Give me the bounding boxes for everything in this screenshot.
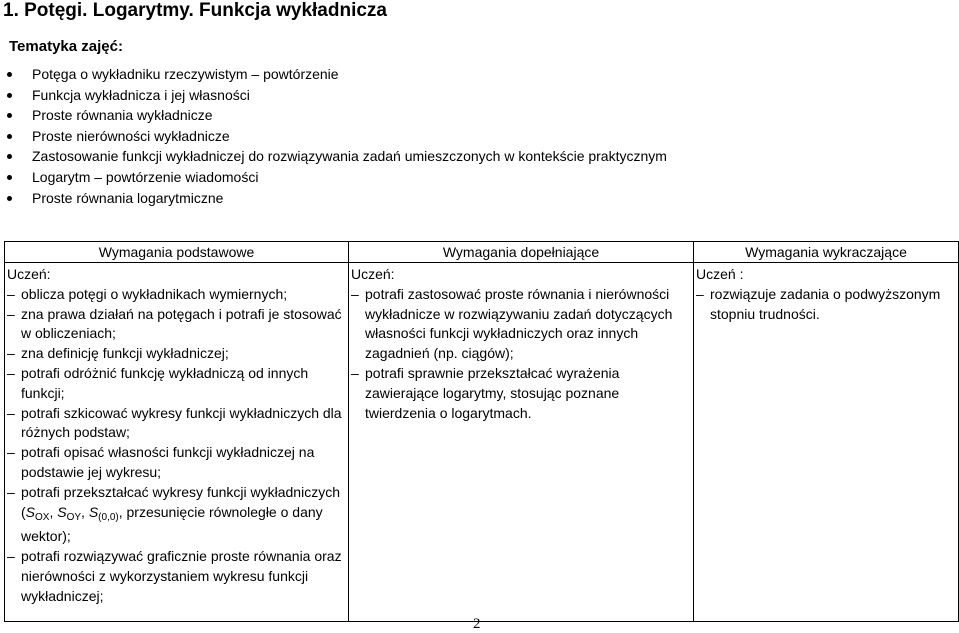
symmetry-subscript: OY: [66, 511, 82, 523]
requirement-item: – potrafi odróżnić funkcję wykładniczą od innych funkcji;: [7, 364, 344, 404]
advanced-requirements-cell: [694, 263, 959, 622]
symmetry-symbol: S: [88, 503, 99, 520]
topic-item: Funkcja wykładnicza i jej własności: [7, 85, 667, 106]
basic-requirements-cell: [5, 263, 349, 622]
table-row: [5, 263, 959, 622]
topics-heading: Tematyka zajęć:: [9, 38, 123, 55]
requirement-item: – rozwiązuje zadania o podwyższonym stopniu trudności.: [696, 285, 954, 325]
header-basic: Wymagania podstawowe: [5, 242, 349, 263]
topic-item: Proste równania wykładnicze: [7, 105, 667, 126]
page-number: 2: [473, 616, 481, 632]
topic-item: Proste równania logarytmiczne: [7, 188, 667, 209]
topic-item: Proste nierówności wykładnicze: [7, 126, 667, 147]
requirement-text: , przesunięcie równoległe o dany wektor);: [21, 503, 323, 545]
requirement-item: – potrafi opisać własności funkcji wykładniczej na podstawie jej wykresu;: [7, 443, 344, 483]
header-extended: Wymagania dopełniające: [349, 242, 694, 263]
requirement-item: [7, 483, 344, 547]
requirement-item: – potrafi szkicować wykresy funkcji wykładniczych dla różnych podstaw;: [7, 404, 344, 444]
topic-item: Logarytm – powtórzenie wiadomości: [7, 167, 667, 188]
topic-item: Zastosowanie funkcji wykładniczej do rozwiązywania zadań umieszczonych w kontekście praktycznym: [7, 146, 667, 167]
symmetry-subscript: (0,0): [98, 511, 119, 523]
topics-list: [7, 64, 667, 208]
requirement-item: – zna prawa działań na potęgach i potrafi je stosować w obliczeniach;: [7, 305, 344, 345]
student-label: Uczeń:: [7, 266, 51, 282]
topic-item: Potęga o wykładniku rzeczywistym – powtórzenie: [7, 64, 667, 85]
requirement-item: – potrafi sprawnie przekształcać wyrażenia zawierające logarytmy, stosując poznane twierdzenia o logarytmach.: [351, 364, 689, 423]
symmetry-symbol: S: [25, 503, 36, 520]
separator: ,: [81, 503, 89, 520]
requirements-table: [4, 241, 959, 622]
extended-requirements-cell: [349, 263, 694, 622]
document-title: 1. Potęgi. Logarytmy. Funkcja wykładnicza: [3, 0, 387, 21]
symmetry-symbol: S: [57, 503, 67, 520]
requirement-item: – potrafi zastosować proste równania i nierówności wykładnicze w rozwiązywaniu zadań dotyczących własności funkcji wykładniczych oraz innych zagadnień (np. ciągów);: [351, 285, 689, 364]
student-label: Uczeń:: [351, 266, 395, 282]
separator: ,: [49, 503, 58, 520]
requirement-item: – potrafi rozwiązywać graficznie proste równania oraz nierówności z wykorzystaniem wykresu funkcji wykładniczej;: [7, 547, 344, 606]
table-header-row: [5, 242, 959, 263]
symmetry-subscript: OX: [35, 511, 50, 523]
student-label: Uczeń :: [696, 266, 744, 282]
header-advanced: Wymagania wykraczające: [694, 242, 959, 263]
requirement-text: potrafi przekształcać wykresy funkcji wykładniczych (: [21, 483, 340, 520]
requirement-item: – zna definicję funkcji wykładniczej;: [7, 344, 344, 364]
requirement-item: – oblicza potęgi o wykładnikach wymiernych;: [7, 285, 344, 305]
